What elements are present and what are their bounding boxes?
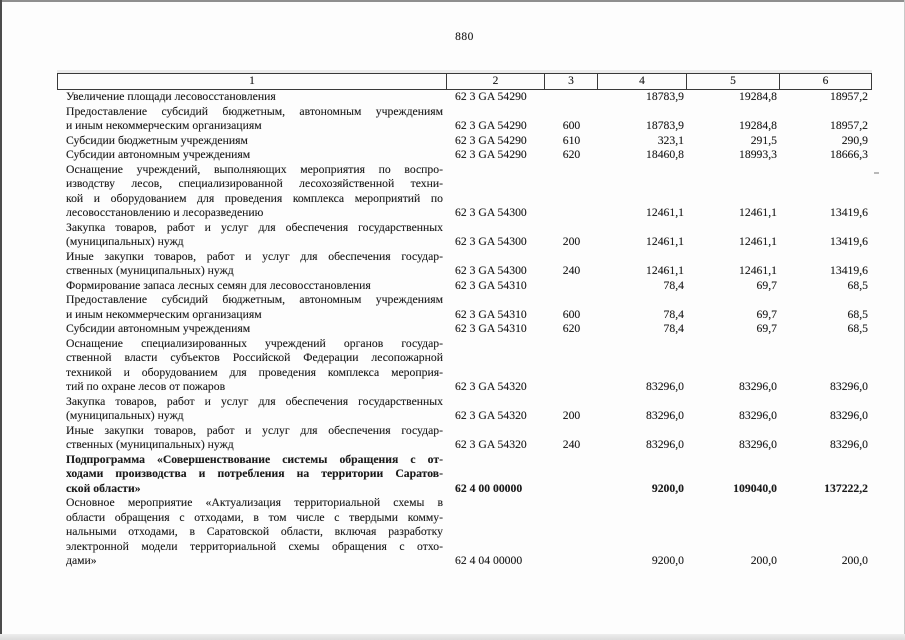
description-line: Оснащение учреждений, выполняющих мероприятия по воспро-	[66, 162, 443, 176]
amount-year3-cell: 290,9	[841, 133, 868, 147]
amount-year2-cell: 69,7	[756, 322, 777, 335]
table-body	[57, 90, 872, 569]
header-cell-2: 2	[447, 74, 545, 89]
amount-year3-cell: 68,5	[847, 307, 868, 321]
description-cell	[57, 337, 447, 395]
description-cell	[57, 148, 447, 163]
amount-year3-cell: 13419,6	[830, 206, 868, 219]
table-row	[57, 148, 872, 163]
description-line: Иные закупки товаров, работ и услуг для обеспечения государ-	[66, 249, 443, 263]
amount-year3-cell: 83296,0	[830, 409, 868, 422]
expenditure-type-cell: 200	[562, 235, 581, 248]
amount-year3-cell: 13419,6	[830, 235, 868, 248]
amount-year3-cell: 18957,2	[830, 90, 868, 103]
amount-year1-cell: 12461,1	[646, 264, 684, 277]
table-row	[57, 453, 872, 497]
amount-year3-cell: 83296,0	[830, 380, 868, 393]
amount-year1-cell: 18783,9	[646, 119, 684, 132]
amount-year2-cell: 83296,0	[739, 409, 777, 422]
expenditure-type-cell: 240	[562, 438, 581, 451]
amount-year1-cell: 323,1	[657, 133, 684, 147]
amount-year1-cell: 78,4	[663, 307, 684, 321]
description-line: Формирование запаса лесных семян для лесовосстановления	[66, 278, 371, 292]
table-row	[57, 250, 872, 279]
header-cell-4: 4	[598, 74, 687, 89]
description-line: ственной власти субъектов Российской Федерации лесопожарной	[66, 351, 443, 364]
description-line: Подпрограмма «Совершенствование системы обращения с от-	[66, 452, 443, 466]
amount-year2-cell: 12461,1	[739, 235, 777, 248]
budget-code-cell: 62 3 GA 54310	[455, 307, 527, 321]
amount-year2-cell: 83296,0	[739, 438, 777, 451]
amount-year2-cell: 200,0	[750, 554, 777, 567]
description-cell	[57, 293, 447, 322]
amount-year1-cell: 9200,0	[651, 481, 684, 495]
budget-code-cell: 62 3 GA 54290	[455, 148, 527, 161]
amount-year1-cell: 78,4	[663, 278, 684, 292]
description-line: тий по охране лесов от пожаров	[66, 380, 226, 393]
expenditure-type-cell: 610	[562, 133, 581, 147]
description-line: лесовосстановлению и лесоразведению	[66, 206, 264, 219]
amount-year1-cell: 18460,8	[646, 148, 684, 161]
description-cell	[57, 424, 447, 453]
amount-year3-cell: 83296,0	[830, 438, 868, 451]
description-line: области обращения с отходами, в том числе с твердыми комму-	[66, 510, 443, 524]
scan-edge-left	[0, 0, 2, 640]
header-cell-3: 3	[545, 74, 598, 89]
description-cell	[57, 496, 447, 569]
description-line: Предоставление субсидий бюджетным, автономным учреждениям	[66, 104, 443, 118]
amount-year1-cell: 83296,0	[646, 438, 684, 451]
description-cell	[57, 221, 447, 250]
description-line: и иным некоммерческим организациям	[66, 119, 262, 132]
description-line: Субсидии автономным учреждениям	[66, 148, 251, 161]
amount-year3-cell: 68,5	[847, 322, 868, 335]
description-line: электронной модели территориальной схемы обращения с отхо-	[66, 539, 443, 553]
amount-year1-cell: 12461,1	[646, 206, 684, 219]
description-line: Субсидии бюджетным учреждениям	[66, 133, 248, 147]
header-cell-5: 5	[687, 74, 780, 89]
amount-year2-cell: 19284,8	[739, 90, 777, 103]
scan-edge-top	[0, 0, 905, 2]
scan-edge-bottom	[0, 634, 905, 640]
description-line: Иные закупки товаров, работ и услуг для обеспечения государ-	[66, 423, 443, 437]
description-line: и иным некоммерческим организациям	[66, 307, 262, 321]
description-cell	[57, 134, 447, 149]
description-line: (муниципальных) нужд	[66, 409, 184, 422]
budget-code-cell: 62 3 GA 54290	[455, 119, 527, 132]
budget-table	[57, 73, 872, 569]
budget-code-cell: 62 3 GA 54320	[455, 380, 527, 393]
budget-code-cell: 62 3 GA 54310	[455, 278, 527, 292]
amount-year3-cell: 200,0	[841, 554, 868, 567]
amount-year2-cell: 69,7	[756, 307, 777, 321]
table-row	[57, 221, 872, 250]
description-cell	[57, 322, 447, 337]
expenditure-type-cell: 620	[562, 148, 581, 161]
expenditure-type-cell: 600	[562, 307, 581, 321]
table-row	[57, 163, 872, 221]
budget-code-cell: 62 3 GA 54300	[455, 235, 527, 248]
amount-year2-cell: 291,5	[750, 133, 777, 147]
amount-year3-cell: 13419,6	[830, 264, 868, 277]
description-line: Закупка товаров, работ и услуг для обеспечения государственных	[66, 394, 443, 408]
description-line: Предоставление субсидий бюджетным, автономным учреждениям	[66, 293, 443, 306]
table-row	[57, 293, 872, 322]
amount-year2-cell: 83296,0	[739, 380, 777, 393]
amount-year2-cell: 18993,3	[739, 148, 777, 161]
description-cell	[57, 163, 447, 221]
amount-year1-cell: 18783,9	[646, 90, 684, 103]
description-line: (муниципальных) нужд	[66, 235, 184, 248]
table-header-row	[57, 73, 872, 90]
amount-year3-cell: 18957,2	[830, 119, 868, 132]
description-line: Увеличение площади лесовосстановления	[66, 90, 276, 103]
expenditure-type-cell: 240	[562, 264, 581, 277]
header-cell-1: 1	[58, 74, 447, 89]
description-line: Оснащение специализированных учреждений органов государ-	[66, 336, 443, 350]
description-cell	[57, 395, 447, 424]
table-row	[57, 322, 872, 337]
description-line: техникой и оборудованием для проведения комплекса мероприя-	[66, 365, 443, 379]
description-cell	[57, 453, 447, 497]
description-line: изводству лесов, специализированной лесохозяйственной техни-	[66, 177, 443, 190]
description-line: дами»	[66, 554, 97, 567]
budget-code-cell: 62 3 GA 54300	[455, 206, 527, 219]
description-line: Закупка товаров, работ и услуг для обеспечения государственных	[66, 220, 443, 234]
description-cell	[57, 90, 447, 105]
amount-year3-cell: 18666,3	[830, 148, 868, 161]
description-cell	[57, 105, 447, 134]
description-cell	[57, 250, 447, 279]
table-row	[57, 337, 872, 395]
description-line: Субсидии автономным учреждениям	[66, 322, 251, 335]
header-cell-6: 6	[822, 75, 829, 87]
amount-year2-cell: 109040,0	[733, 481, 777, 495]
expenditure-type-cell: 620	[562, 322, 581, 335]
budget-code-cell: 62 3 GA 54300	[455, 264, 527, 277]
expenditure-type-cell: 200	[562, 409, 581, 422]
description-line: ской области»	[66, 481, 141, 495]
description-cell	[57, 279, 447, 294]
scan-artifact	[874, 172, 879, 174]
budget-code-cell: 62 4 04 00000	[455, 554, 523, 567]
table-row	[57, 424, 872, 453]
page-number: 880	[455, 31, 474, 43]
amount-year1-cell: 12461,1	[646, 235, 684, 248]
amount-year2-cell: 12461,1	[739, 206, 777, 219]
amount-year1-cell: 83296,0	[646, 380, 684, 393]
table-row	[57, 105, 872, 134]
amount-year1-cell: 9200,0	[651, 554, 684, 567]
amount-year1-cell: 83296,0	[646, 409, 684, 422]
budget-code-cell: 62 3 GA 54310	[455, 322, 527, 335]
budget-code-cell: 62 3 GA 54320	[455, 409, 527, 422]
amount-year3-cell: 137222,2	[824, 481, 868, 495]
budget-code-cell: 62 4 00 00000	[455, 481, 523, 495]
table-row	[57, 395, 872, 424]
description-line: кой и оборудованием для проведения комплекса мероприятий по	[66, 191, 443, 205]
expenditure-type-cell: 600	[562, 119, 581, 132]
table-row	[57, 496, 872, 569]
amount-year2-cell: 12461,1	[739, 264, 777, 277]
amount-year1-cell: 78,4	[663, 322, 684, 335]
table-row	[57, 134, 872, 149]
table-row	[57, 90, 872, 105]
description-line: ственных (муниципальных) нужд	[66, 264, 234, 277]
amount-year3-cell: 68,5	[847, 278, 868, 292]
table-row	[57, 279, 872, 294]
budget-code-cell: 62 3 GA 54320	[455, 438, 527, 451]
amount-year2-cell: 19284,8	[739, 119, 777, 132]
description-line: ходами производства и потребления на территории Саратов-	[66, 467, 443, 480]
budget-code-cell: 62 3 GA 54290	[455, 90, 527, 103]
description-line: ственных (муниципальных) нужд	[66, 438, 234, 451]
description-line: нальными отходами, в Саратовской области, включая разработку	[66, 525, 443, 538]
budget-code-cell: 62 3 GA 54290	[455, 133, 527, 147]
amount-year2-cell: 69,7	[756, 278, 777, 292]
description-line: Основное мероприятие «Актуализация территориальной схемы в	[66, 496, 443, 509]
